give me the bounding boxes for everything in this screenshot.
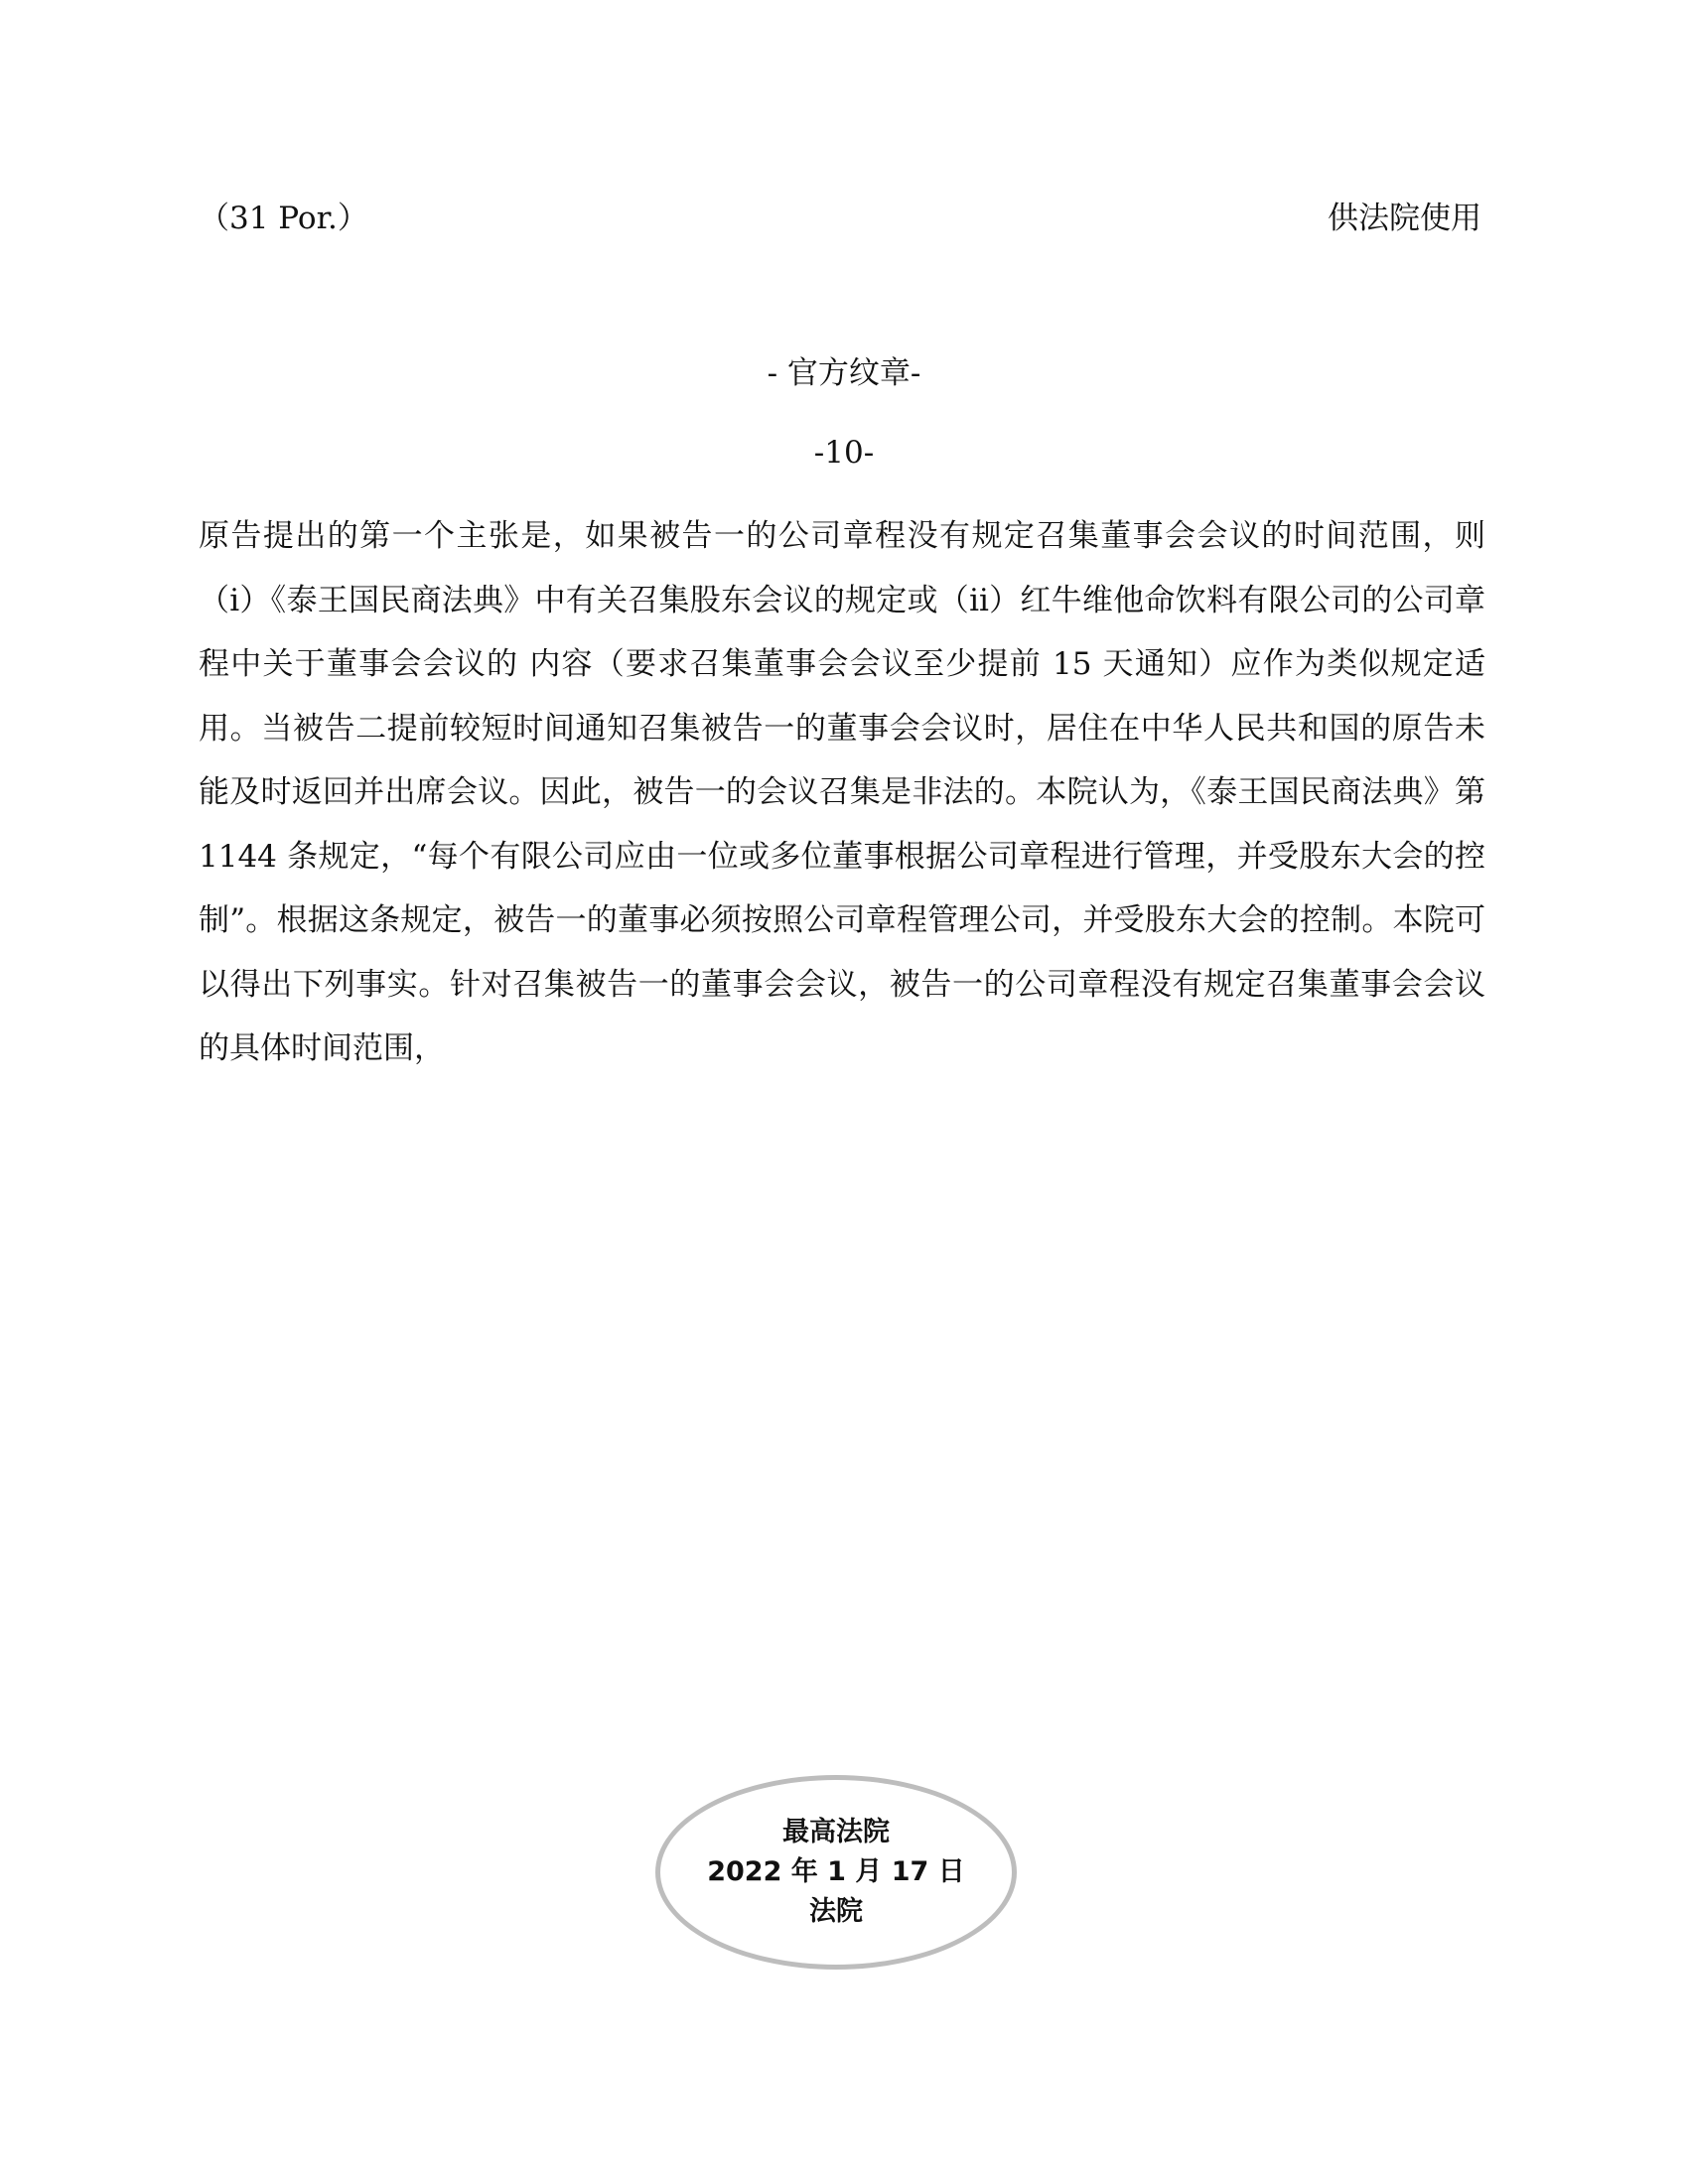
seal-court-label: 法院: [809, 1896, 863, 1927]
court-use-label: 供法院使用: [1328, 201, 1481, 236]
official-emblem-label: - 官方纹章-: [767, 355, 921, 391]
form-code: （31 Por.）: [199, 201, 368, 236]
body-paragraph: 原告提出的第一个主张是，如果被告一的公司章程没有规定召集董事会会议的时间范围，则（i）《泰王国民商法典》中有关召集股东会议的规定或（ii）红牛维他命饮料有限公司的公司章程中关于董事会会议的 内容（要求召集董事会会议至少提前 15 天通知）应作为类似规定适用。当被告二提前较短时间通知召集被告一的董事会会议时，居住在中华人民共和国的原告未能及时返回并出席会议。因此，被告一的会议召集是非法的。本院认为，《泰王国民商法典》第 1144 条规定，“每个有限公司应由一位或多位董事根据公司章程进行管理，并受股东大会的控制”。根据这条规定，被告一的董事必须按照公司章程管理公司，并受股东大会的控制。本院可以得出下列事实。针对召集被告一的董事会会议，被告一的公司章程没有规定召集董事会会议的具体时间范围，: [199, 518, 1485, 1066]
page-number: -10-: [813, 435, 875, 471]
seal-court-name: 最高法院: [782, 1817, 890, 1847]
seal-date: 2022 年 1 月 17 日: [707, 1856, 965, 1887]
court-seal-stamp: [655, 1775, 1017, 1970]
